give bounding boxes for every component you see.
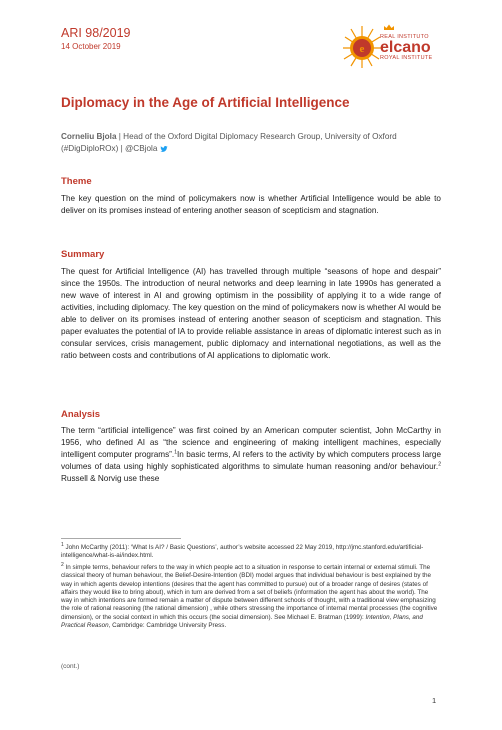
footnote-ref-2[interactable]: 2 xyxy=(438,461,441,468)
footnote-2-end: , Cambridge: Cambridge University Press. xyxy=(108,622,227,630)
footnote-2 xyxy=(61,561,441,630)
summary-heading: Summary xyxy=(61,249,105,260)
page-number: 1 xyxy=(432,696,437,705)
logo-text xyxy=(380,34,432,61)
svg-text:e: e xyxy=(359,43,365,55)
analysis-text-a: The term “artificial intelligence” was first coined by an American computer scientist, John McCarthy in 1956, who defined AI as “the science and engineering of making intelligent machines, especially intelligent computer programs”. xyxy=(61,426,441,459)
report-number: ARI 98/2019 xyxy=(61,26,131,40)
summary-text: The quest for Artificial Intelligence (AI) has travelled through multiple “seasons of hope and despair” since the 1950s. The introduction of neural networks and deep learning in late 1990s has generated a new wave of interest in AI and growing optimism in the possibility of applying it to a wide range of activities, including diplomacy. The key question on the mind of policymakers now is whether AI would be able to deliver on its promises instead of entering another season of scepticism and stagnation. This paper evaluates the potential of IA to provide reliable assistance in areas of diplomatic interest such as in consular services, crisis management, public diplomacy and international negotiations, as well as the ratio between costs and contributions of AI applications to diplomatic work. xyxy=(61,267,441,360)
report-date: 14 October 2019 xyxy=(61,42,121,51)
footnote-2-number: 2 xyxy=(61,561,64,568)
elcano-logo xyxy=(340,20,450,70)
footnote-1-text: John McCarthy (2011): ‘What Is AI? / Basic Questions’, author’s website accessed 22 May 2019, http://jmc.stanford.edu/artificial-intelligence/what-is-ai/index.html. xyxy=(61,544,424,560)
logo-sun-icon xyxy=(342,24,382,68)
theme-heading: Theme xyxy=(61,176,92,187)
analysis-text-b: In basic terms, AI refers to the activity by which computers process large volumes of data using highly sophisticated algorithms to simulate human reasoning and/or behaviour. xyxy=(61,450,442,471)
footnote-1 xyxy=(61,541,441,561)
footnote-2-book-title: Intention, Plans, and Practical Reason xyxy=(61,613,423,630)
continued-note: (cont.) xyxy=(61,663,80,670)
theme-text: The key question on the mind of policymakers now is whether Artificial Intelligence would be able to deliver on its promises instead of entering another season of scepticism and stagnation. xyxy=(61,194,441,215)
logo-line-3: ROYAL INSTITUTE xyxy=(380,55,433,61)
page-title: Diplomacy in the Age of Artificial Intelligence xyxy=(61,95,350,110)
crown-icon xyxy=(383,24,395,31)
logo-line-1: REAL INSTITUTO xyxy=(380,34,429,40)
logo-wordmark: elcano xyxy=(380,39,431,56)
analysis-heading: Analysis xyxy=(61,409,101,420)
author-line xyxy=(61,131,441,155)
analysis-text-c: Russell & Norvig use these xyxy=(61,474,160,483)
author-name: Corneliu Bjola xyxy=(61,132,117,141)
footnote-1-number: 1 xyxy=(61,541,64,548)
analysis-text xyxy=(61,425,441,485)
footnote-divider xyxy=(61,538,181,539)
footnote-ref-1[interactable]: 1 xyxy=(174,449,177,456)
twitter-bird-icon xyxy=(160,146,168,152)
author-affiliation: | Head of the Oxford Digital Diplomacy Research Group, University of Oxford (#DigDiploROx) | @CBjola xyxy=(61,132,397,153)
footnote-2-text: In simple terms, behaviour refers to the way in which people act to a situation in response to certain internal or external stimuli. The classical theory of human behaviour, the Belief-Desire-Intention (BDI) model argues that individual behaviour is best explained by the way in which agents develop intentions (desires that the agent has committed to pursue) out of a broader range of desires (states of affairs they would like to bring about), which in turn are derived from a set of beliefs (information the agent has about the world). The way in which intentions are formed remain a matter of dispute between different schools of thought, with a traditional view emphasizing the role of rational reasoning (the rational dimension) , while others stressing the importance of internal mental processes (the cognitive dimension), or the social context in which this occurs (the social dimension). See Michael E. Bratman (1999): xyxy=(61,564,438,621)
